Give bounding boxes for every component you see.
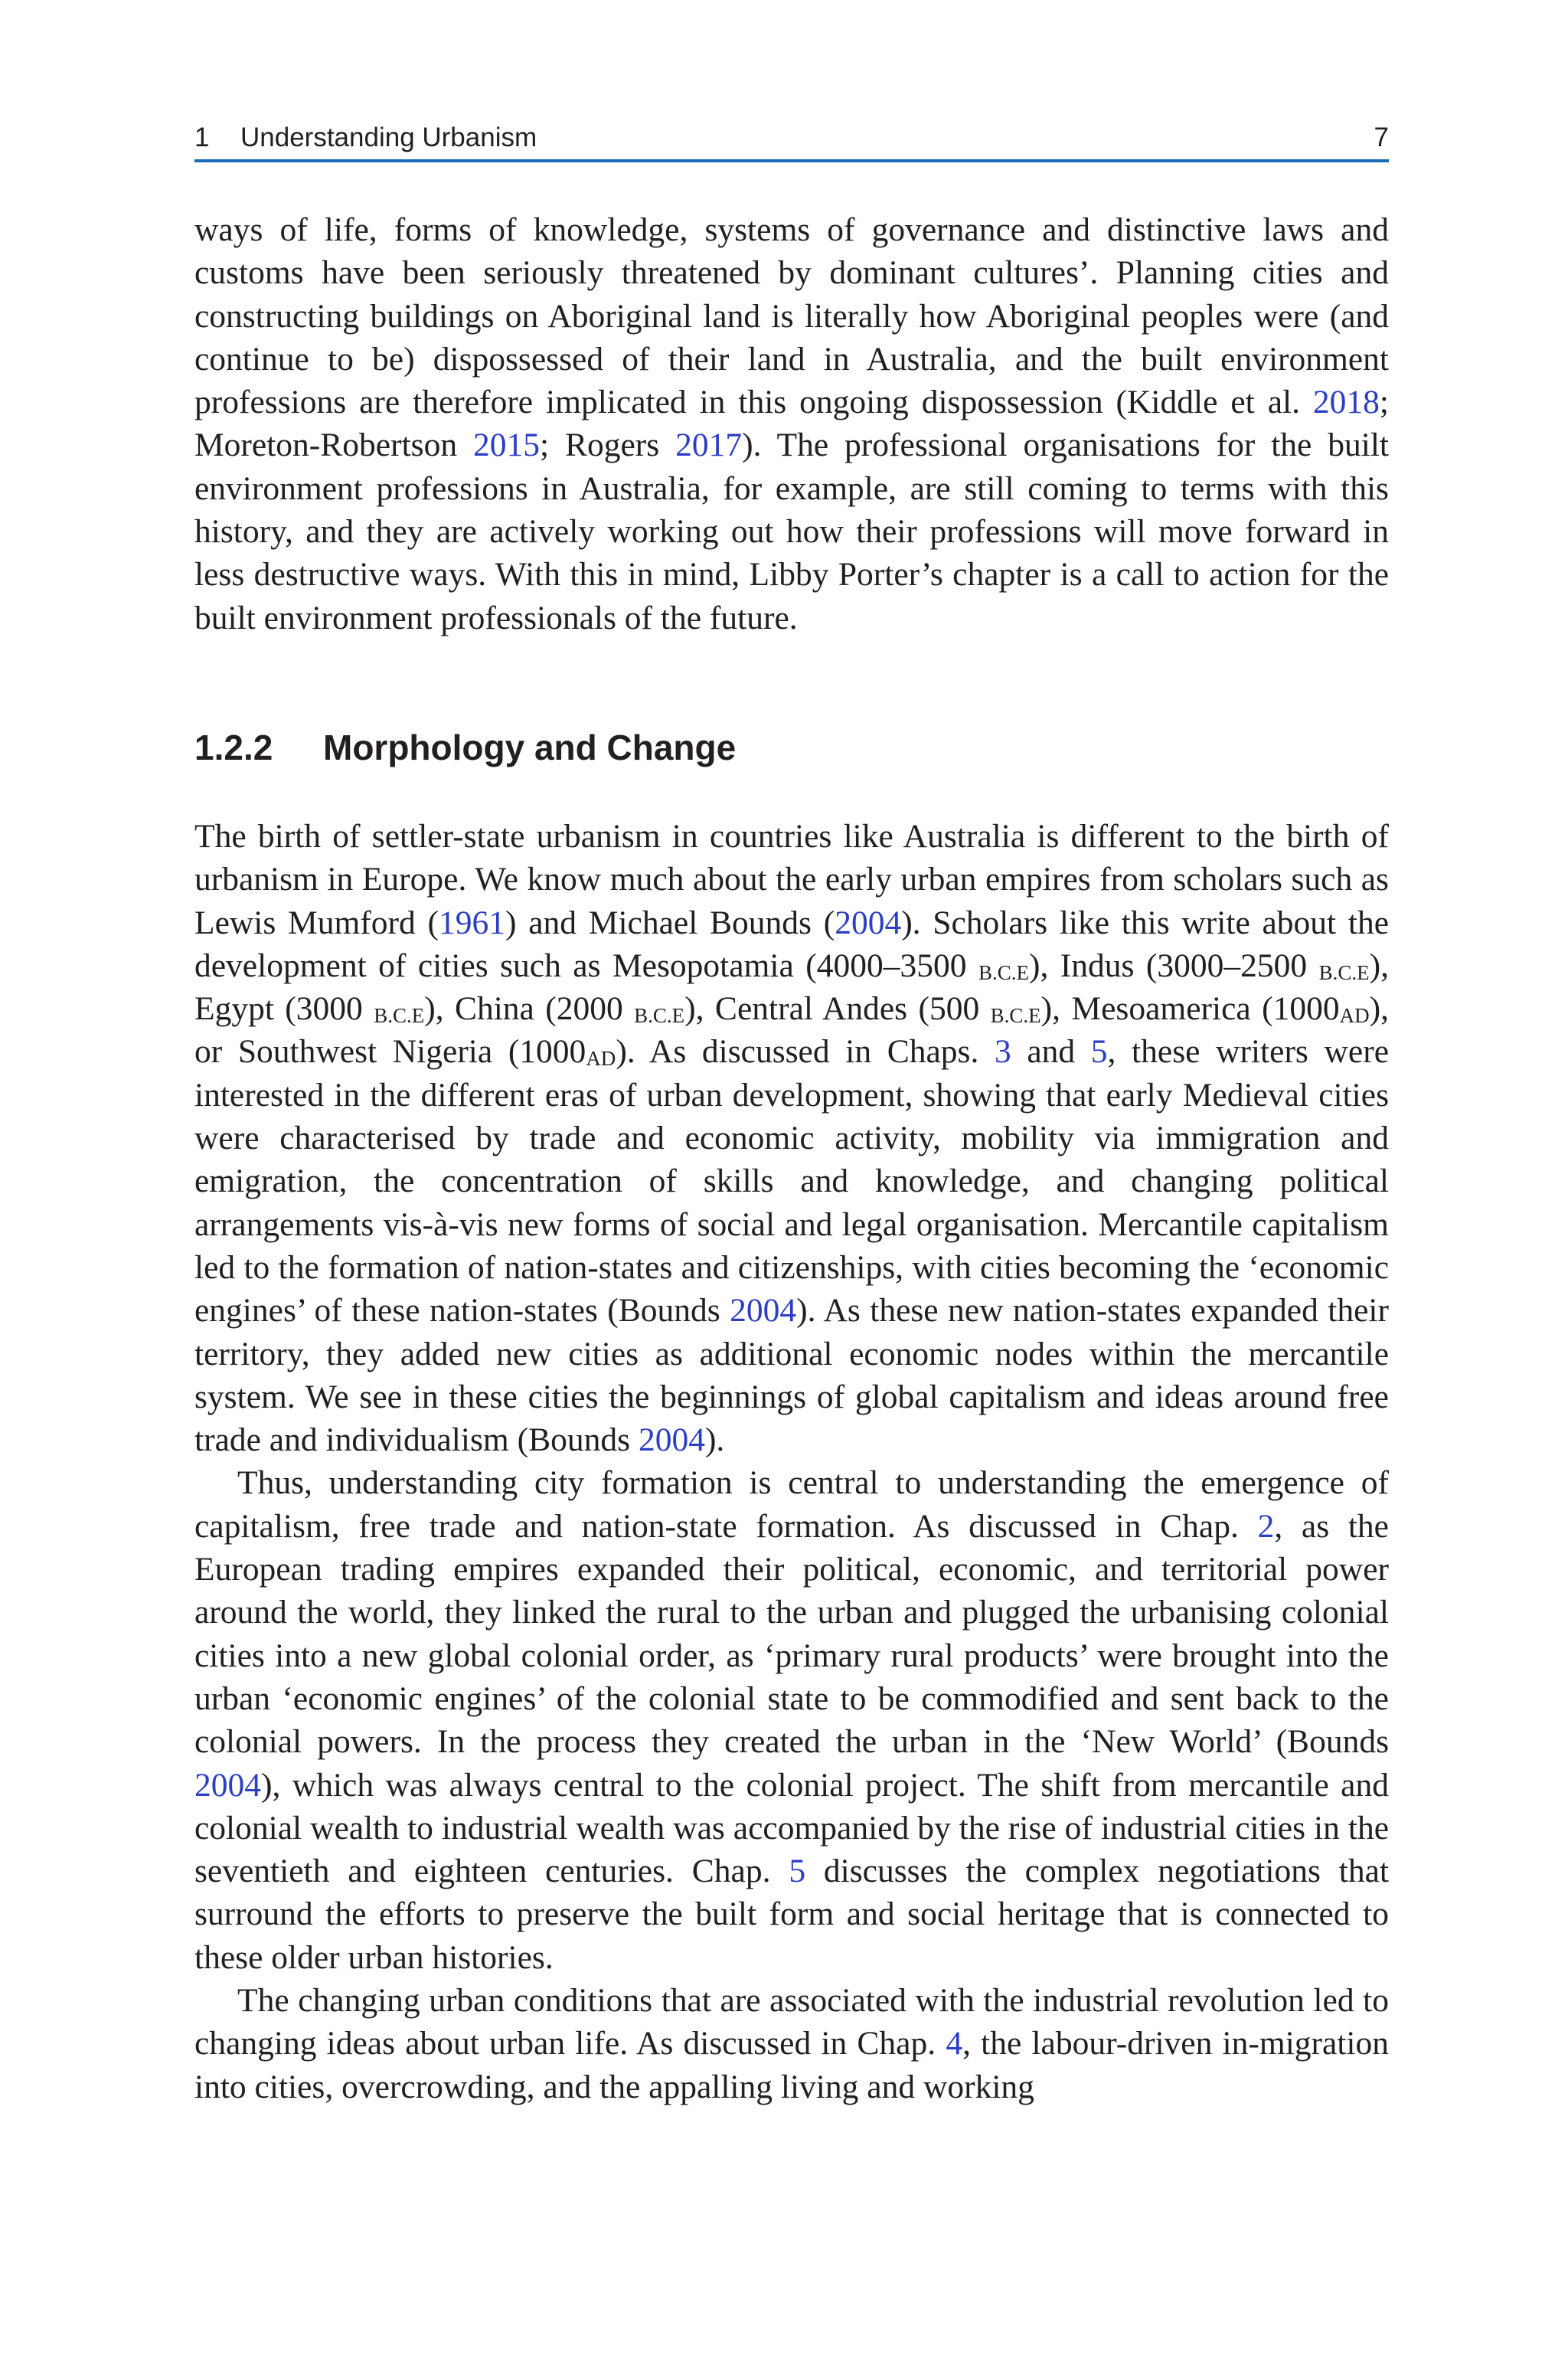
text-run: ), Indus (3000–2500 [1028,947,1319,984]
text-run: ). As these new nation-states expanded their territory, they added new cities as additional economic nodes within the mercantile system. We see in these cities the beginnings of global capitalism and ideas around free trade and individualism (Bounds [194,1292,1389,1459]
running-header [194,123,1389,162]
text-run: ), Central Andes (500 [684,990,991,1028]
citation-link[interactable]: 2004 [730,1292,797,1330]
citation-link[interactable]: 2004 [194,1766,261,1804]
era-subscript: B.C.E [634,1004,685,1028]
text-run: ways of life, forms of knowledge, systems of governance and distinctive laws and customs have been seriously threatened by dominant cultures’. Planning cities and constructing buildings on Aboriginal land is literally how Aboriginal peoples were (and continue to be) dispossessed of their land in Australia, and the built environment professions are therefore implicated in this ongoing dispossession (Kiddle et al. [194,211,1389,421]
citation-link[interactable]: 2015 [473,427,540,464]
text-run: , the labour-driven in-migration into cities, overcrowding, and the appalling living and working [194,2025,1389,2105]
text-run: ), Egypt (3000 [194,947,1389,1028]
chapter-number: 1 [194,123,210,152]
citation-link[interactable]: 1961 [439,904,505,941]
section-number: 1.2.2 [194,728,273,767]
body-block-top [194,208,1389,639]
text-run: ; Moreton-Robertson [194,384,1389,464]
text-run: The changing urban conditions that are associated with the industrial revolution led to changing ideas about urban life. As discussed in Chap. [194,1982,1389,2062]
chapter-link[interactable]: 3 [994,1033,1011,1071]
text-run: ). The professional organisations for the built environment professions in Australia, for example, are still coming to terms with this history, and they are actively working out how their professions will move forward in less destructive ways. With this in mind, Libby Porter’s chapter is a call to action for the built environment professionals of the future. [194,427,1389,636]
chapter-link[interactable]: 5 [789,1853,806,1890]
text-run: ). As discussed in Chaps. [616,1033,995,1071]
text-run: ; Rogers [540,427,676,464]
citation-link[interactable]: 2017 [675,427,743,464]
paragraph-4 [194,1979,1389,2108]
text-run: discusses the complex negotiations that surround the efforts to preserve the built form and social heritage that is connected to these older urban histories. [194,1853,1389,1976]
chapter-link[interactable]: 2 [1257,1507,1275,1545]
era-subscript: AD [586,1047,616,1071]
era-subscript: B.C.E [1318,960,1370,984]
text-run: Thus, understanding city formation is central to understanding the emergence of capitalism, free trade and nation-state formation. As discussed in Chap. [194,1464,1389,1545]
chapter-link[interactable]: 4 [946,2025,963,2062]
text-run: ) and Michael Bounds ( [505,904,835,941]
text-run: ), or Southwest Nigeria (1000 [194,990,1389,1071]
text-run: and [1011,1033,1091,1071]
section-heading [194,726,1389,769]
citation-link[interactable]: 2004 [638,1421,705,1459]
citation-link[interactable]: 2004 [835,904,902,941]
paragraph-2 [194,815,1389,1461]
text-run: ). [704,1421,725,1459]
era-subscript: B.C.E [978,960,1029,984]
era-subscript: B.C.E [990,1004,1041,1028]
chapter-link[interactable]: 5 [1090,1033,1108,1071]
paragraph-3 [194,1461,1389,1979]
citation-link[interactable]: 2018 [1312,384,1380,421]
page-number: 7 [1374,123,1389,152]
chapter-title: Understanding Urbanism [240,123,537,152]
text-run: ), which was always central to the colonial project. The shift from mercantile and colonial wealth to industrial wealth was accompanied by the rise of industrial cities in the seventieth and eighteen centuries. Chap. [194,1766,1389,1890]
body-block-main [194,815,1389,2108]
paragraph-1 [194,208,1389,639]
text-run: , as the European trading empires expanded their political, economic, and territorial power around the world, they linked the rural to the urban and plugged the urbanising colonial cities into a new global colonial order, as ‘primary rural products’ were brought into the urban ‘economic engines’ of the colonial state to be commodified and sent back to the colonial powers. In the process they created the urban in the ‘New World’ (Bounds [194,1507,1389,1761]
text-run: ). Scholars like this write about the development of cities such as Mesopotamia (4000–3500 [194,904,1389,984]
era-subscript: B.C.E [374,1004,425,1028]
text-run: , these writers were interested in the different eras of urban development, showing that early Medieval cities were characterised by trade and economic activity, mobility via immigration and emigration, the concentration of skills and knowledge, and changing political arrangements vis-à-vis new forms of social and legal organisation. Mercantile capitalism led to the formation of nation-states and citizenships, with cities becoming the ‘economic engines’ of these nation-states (Bounds [194,1033,1389,1330]
section-title: Morphology and Change [323,728,737,767]
text-run: ), Mesoamerica (1000 [1040,990,1340,1028]
era-subscript: AD [1339,1004,1370,1028]
text-run: ), China (2000 [424,990,635,1028]
text-run: The birth of settler-state urbanism in countries like Australia is different to the birth of urbanism in Europe. We know much about the early urban empires from scholars such as Lewis Mumford ( [194,818,1389,941]
